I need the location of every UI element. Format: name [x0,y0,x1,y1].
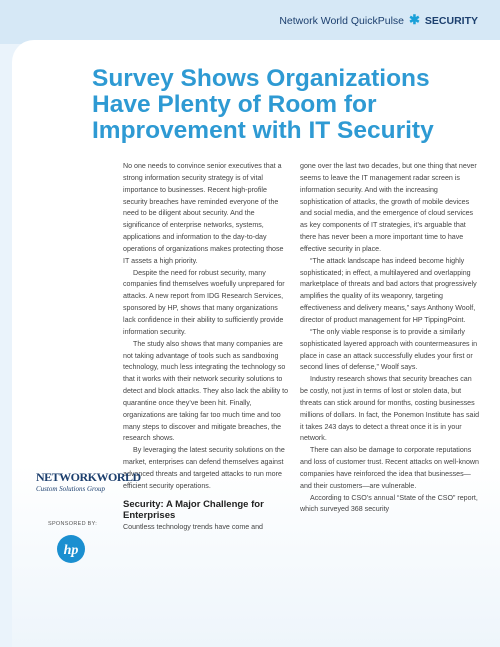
left-column [123,161,289,533]
paragraph: No one needs to convince senior executives that a strong information security strategy is of vital importance to businesses. Recent high-profile security breaches have reminded everyone of the need to be diligent about security. And the significance of enterprise networks, systems, applications and information to the day-to-day operations of organizations makes protecting those IT assets a high priority. [123,162,284,265]
paragraph: Despite the need for robust security, many companies find themselves woefully unprepared for attacks. A new report from IDG Research Services, sponsored by HP, shows that many organizations lack confidence in their ability to sufficiently provide information security. [123,268,285,336]
sponsored-by-label: SPONSORED BY: [48,521,98,527]
paragraph: According to CSO’s annual “State of the CSO” report, which surveyed 368 security [300,493,478,514]
paragraph: Industry research shows that security breaches can be costly, not just in terms of lost or stolen data, but threats can stick around for months, costing businesses millions of dollars. In fact, the Ponemon Institute has said it takes 243 days to detect a threat once it is in your network. [300,375,480,443]
paragraph: “The only viable response is to provide a similarly sophisticated layered approach with countermeasures in place in case an attack successfully eludes your first or second lines of defense,” Woolf says. [300,327,478,372]
paragraph: By leveraging the latest security solutions on the market, enterprises can defend themselves against advanced threats and targeted attacks to run more efficient security operations. [123,446,285,490]
right-column [300,161,480,516]
publication-name: Network World QuickPulse [279,15,404,27]
network-world-logo [36,470,141,493]
paragraph: There can also be damage to corporate reputations and loss of customer trust. Recent attacks on well-known companies have reinforced the idea that businesses—and their customers—are vulnerable. [300,446,479,490]
paragraph: gone over the last two decades, but one thing that never seems to leave the IT management radar screen is information security. And with the increasing sophistication of attacks, the growth of mobile devices and social media, and the emergence of cloud services as key components of IT strategies, it’s arguable that there has never been a more important time to have effective security in place. [300,162,477,253]
paragraph: Countless technology trends have come and [123,522,263,531]
hp-logo-icon [56,534,86,564]
paragraph: The study also shows that many companies are not taking advantage of tools such as sandboxing technology, much less integrating the technology so that it works with their network security solutions to detect and block attacks. They also lack the ability to quarantine once they’ve been hit. Finally, organizations are taking far too much time and too many steps to discover and mitigate breaches, the research shows. [123,339,289,443]
logo-subtitle: Custom Solutions Group [36,485,105,493]
paragraph: “The attack landscape has indeed become highly sophisticated; in effect, a multilayered and overlapping marketplace of threats and bad actors that progressively amplifies the quality of its weaponry, targeting effectiveness and delivery means,” says Anthony Woolf, director of product management for HP TippingPoint. [300,256,477,324]
logo-wordmark: NETWORKWORLD [36,470,141,484]
section-label: SECURITY [424,15,478,27]
section-subheading: Security: A Major Challenge for Enterprises [123,498,264,522]
hp-logo-text: hp [63,543,79,558]
article-title: Survey Shows Organizations Have Plenty of Room for Improvement with IT Security [92,65,434,144]
asterisk-icon: ✱ [409,12,420,27]
masthead [279,12,478,28]
